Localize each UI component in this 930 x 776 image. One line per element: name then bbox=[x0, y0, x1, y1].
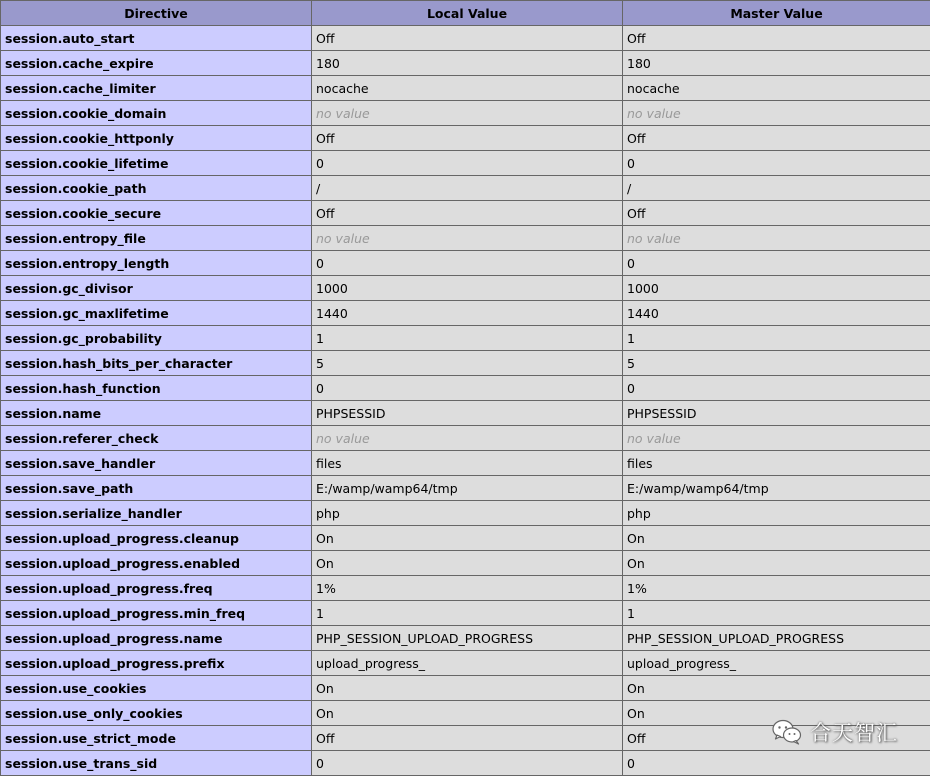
table-row bbox=[1, 651, 930, 676]
local-value-cell: 1 bbox=[312, 601, 623, 626]
local-value-cell: upload_progress_ bbox=[312, 651, 623, 676]
table-row bbox=[1, 351, 930, 376]
directive-name-cell: session.auto_start bbox=[1, 26, 312, 51]
master-value-cell: no value bbox=[623, 101, 930, 126]
master-value-cell: nocache bbox=[623, 76, 930, 101]
master-value-cell: / bbox=[623, 176, 930, 201]
master-value-cell: upload_progress_ bbox=[623, 651, 930, 676]
local-value-cell: Off bbox=[312, 26, 623, 51]
directive-name-cell: session.referer_check bbox=[1, 426, 312, 451]
master-value-cell: 0 bbox=[623, 376, 930, 401]
table-row bbox=[1, 526, 930, 551]
local-value-cell: 0 bbox=[312, 376, 623, 401]
local-value-cell: PHPSESSID bbox=[312, 401, 623, 426]
directive-name-cell: session.use_strict_mode bbox=[1, 726, 312, 751]
local-value-cell: 1440 bbox=[312, 301, 623, 326]
local-value-cell: Off bbox=[312, 126, 623, 151]
table-row bbox=[1, 101, 930, 126]
table-row bbox=[1, 76, 930, 101]
master-value-cell: Off bbox=[623, 26, 930, 51]
table-row bbox=[1, 676, 930, 701]
directive-name-cell: session.cache_expire bbox=[1, 51, 312, 76]
directive-name-cell: session.cache_limiter bbox=[1, 76, 312, 101]
directive-name-cell: session.use_cookies bbox=[1, 676, 312, 701]
directive-name-cell: session.upload_progress.cleanup bbox=[1, 526, 312, 551]
local-value-cell: 1000 bbox=[312, 276, 623, 301]
master-value-cell: 1 bbox=[623, 326, 930, 351]
table-row bbox=[1, 251, 930, 276]
master-value-cell: 1000 bbox=[623, 276, 930, 301]
table-row bbox=[1, 201, 930, 226]
master-value-cell: PHPSESSID bbox=[623, 401, 930, 426]
master-value-cell: no value bbox=[623, 226, 930, 251]
table-row bbox=[1, 426, 930, 451]
table-row bbox=[1, 751, 930, 776]
master-value-cell: 0 bbox=[623, 751, 930, 776]
local-value-cell: On bbox=[312, 551, 623, 576]
local-value-cell: On bbox=[312, 701, 623, 726]
table-row bbox=[1, 51, 930, 76]
local-value-cell: 1% bbox=[312, 576, 623, 601]
directive-name-cell: session.upload_progress.prefix bbox=[1, 651, 312, 676]
local-value-cell: / bbox=[312, 176, 623, 201]
table-row bbox=[1, 151, 930, 176]
local-value-cell: On bbox=[312, 676, 623, 701]
directive-name-cell: session.name bbox=[1, 401, 312, 426]
directive-name-cell: session.cookie_path bbox=[1, 176, 312, 201]
directive-name-cell: session.gc_probability bbox=[1, 326, 312, 351]
master-value-cell: On bbox=[623, 701, 930, 726]
master-value-cell: php bbox=[623, 501, 930, 526]
master-value-cell: no value bbox=[623, 426, 930, 451]
directive-name-cell: session.save_handler bbox=[1, 451, 312, 476]
table-row bbox=[1, 276, 930, 301]
directive-name-cell: session.cookie_domain bbox=[1, 101, 312, 126]
table-row bbox=[1, 226, 930, 251]
local-value-cell: 0 bbox=[312, 751, 623, 776]
directive-name-cell: session.entropy_length bbox=[1, 251, 312, 276]
column-header-directive: Directive bbox=[1, 1, 312, 26]
directive-name-cell: session.use_only_cookies bbox=[1, 701, 312, 726]
table-row bbox=[1, 601, 930, 626]
directive-name-cell: session.upload_progress.enabled bbox=[1, 551, 312, 576]
table-row bbox=[1, 326, 930, 351]
local-value-cell: E:/wamp/wamp64/tmp bbox=[312, 476, 623, 501]
master-value-cell: 0 bbox=[623, 151, 930, 176]
local-value-cell: 5 bbox=[312, 351, 623, 376]
table-row bbox=[1, 176, 930, 201]
column-header-local-value: Local Value bbox=[312, 1, 623, 26]
directive-name-cell: session.gc_maxlifetime bbox=[1, 301, 312, 326]
local-value-cell: Off bbox=[312, 726, 623, 751]
local-value-cell: On bbox=[312, 526, 623, 551]
table-row bbox=[1, 126, 930, 151]
master-value-cell: On bbox=[623, 551, 930, 576]
directive-name-cell: session.upload_progress.min_freq bbox=[1, 601, 312, 626]
local-value-cell: php bbox=[312, 501, 623, 526]
master-value-cell: 5 bbox=[623, 351, 930, 376]
master-value-cell: PHP_SESSION_UPLOAD_PROGRESS bbox=[623, 626, 930, 651]
table-row bbox=[1, 576, 930, 601]
column-header-master-value: Master Value bbox=[623, 1, 930, 26]
master-value-cell: files bbox=[623, 451, 930, 476]
master-value-cell: 1440 bbox=[623, 301, 930, 326]
directive-name-cell: session.entropy_file bbox=[1, 226, 312, 251]
master-value-cell: On bbox=[623, 526, 930, 551]
directive-name-cell: session.cookie_secure bbox=[1, 201, 312, 226]
master-value-cell: 180 bbox=[623, 51, 930, 76]
directive-name-cell: session.hash_function bbox=[1, 376, 312, 401]
table-row bbox=[1, 501, 930, 526]
table-row bbox=[1, 551, 930, 576]
table-row bbox=[1, 476, 930, 501]
master-value-cell: 1 bbox=[623, 601, 930, 626]
master-value-cell: 1% bbox=[623, 576, 930, 601]
directive-name-cell: session.use_trans_sid bbox=[1, 751, 312, 776]
table-row bbox=[1, 26, 930, 51]
local-value-cell: 1 bbox=[312, 326, 623, 351]
local-value-cell: 0 bbox=[312, 151, 623, 176]
master-value-cell: E:/wamp/wamp64/tmp bbox=[623, 476, 930, 501]
master-value-cell: Off bbox=[623, 726, 930, 751]
local-value-cell: nocache bbox=[312, 76, 623, 101]
local-value-cell: no value bbox=[312, 226, 623, 251]
master-value-cell: Off bbox=[623, 201, 930, 226]
local-value-cell: PHP_SESSION_UPLOAD_PROGRESS bbox=[312, 626, 623, 651]
directive-name-cell: session.save_path bbox=[1, 476, 312, 501]
directive-name-cell: session.upload_progress.freq bbox=[1, 576, 312, 601]
directive-name-cell: session.gc_divisor bbox=[1, 276, 312, 301]
table-row bbox=[1, 301, 930, 326]
table-row bbox=[1, 451, 930, 476]
table-row bbox=[1, 701, 930, 726]
local-value-cell: no value bbox=[312, 426, 623, 451]
master-value-cell: 0 bbox=[623, 251, 930, 276]
master-value-cell: On bbox=[623, 676, 930, 701]
watermark-text: 合天智汇 bbox=[810, 717, 898, 747]
directive-name-cell: session.cookie_httponly bbox=[1, 126, 312, 151]
table-body bbox=[1, 26, 930, 776]
table-row bbox=[1, 626, 930, 651]
directive-name-cell: session.cookie_lifetime bbox=[1, 151, 312, 176]
table-row bbox=[1, 376, 930, 401]
local-value-cell: 0 bbox=[312, 251, 623, 276]
directive-name-cell: session.serialize_handler bbox=[1, 501, 312, 526]
directive-name-cell: session.hash_bits_per_character bbox=[1, 351, 312, 376]
local-value-cell: Off bbox=[312, 201, 623, 226]
table-row bbox=[1, 726, 930, 751]
local-value-cell: files bbox=[312, 451, 623, 476]
master-value-cell: Off bbox=[623, 126, 930, 151]
directive-name-cell: session.upload_progress.name bbox=[1, 626, 312, 651]
table-header-row bbox=[1, 1, 930, 26]
local-value-cell: 180 bbox=[312, 51, 623, 76]
table-row bbox=[1, 401, 930, 426]
local-value-cell: no value bbox=[312, 101, 623, 126]
